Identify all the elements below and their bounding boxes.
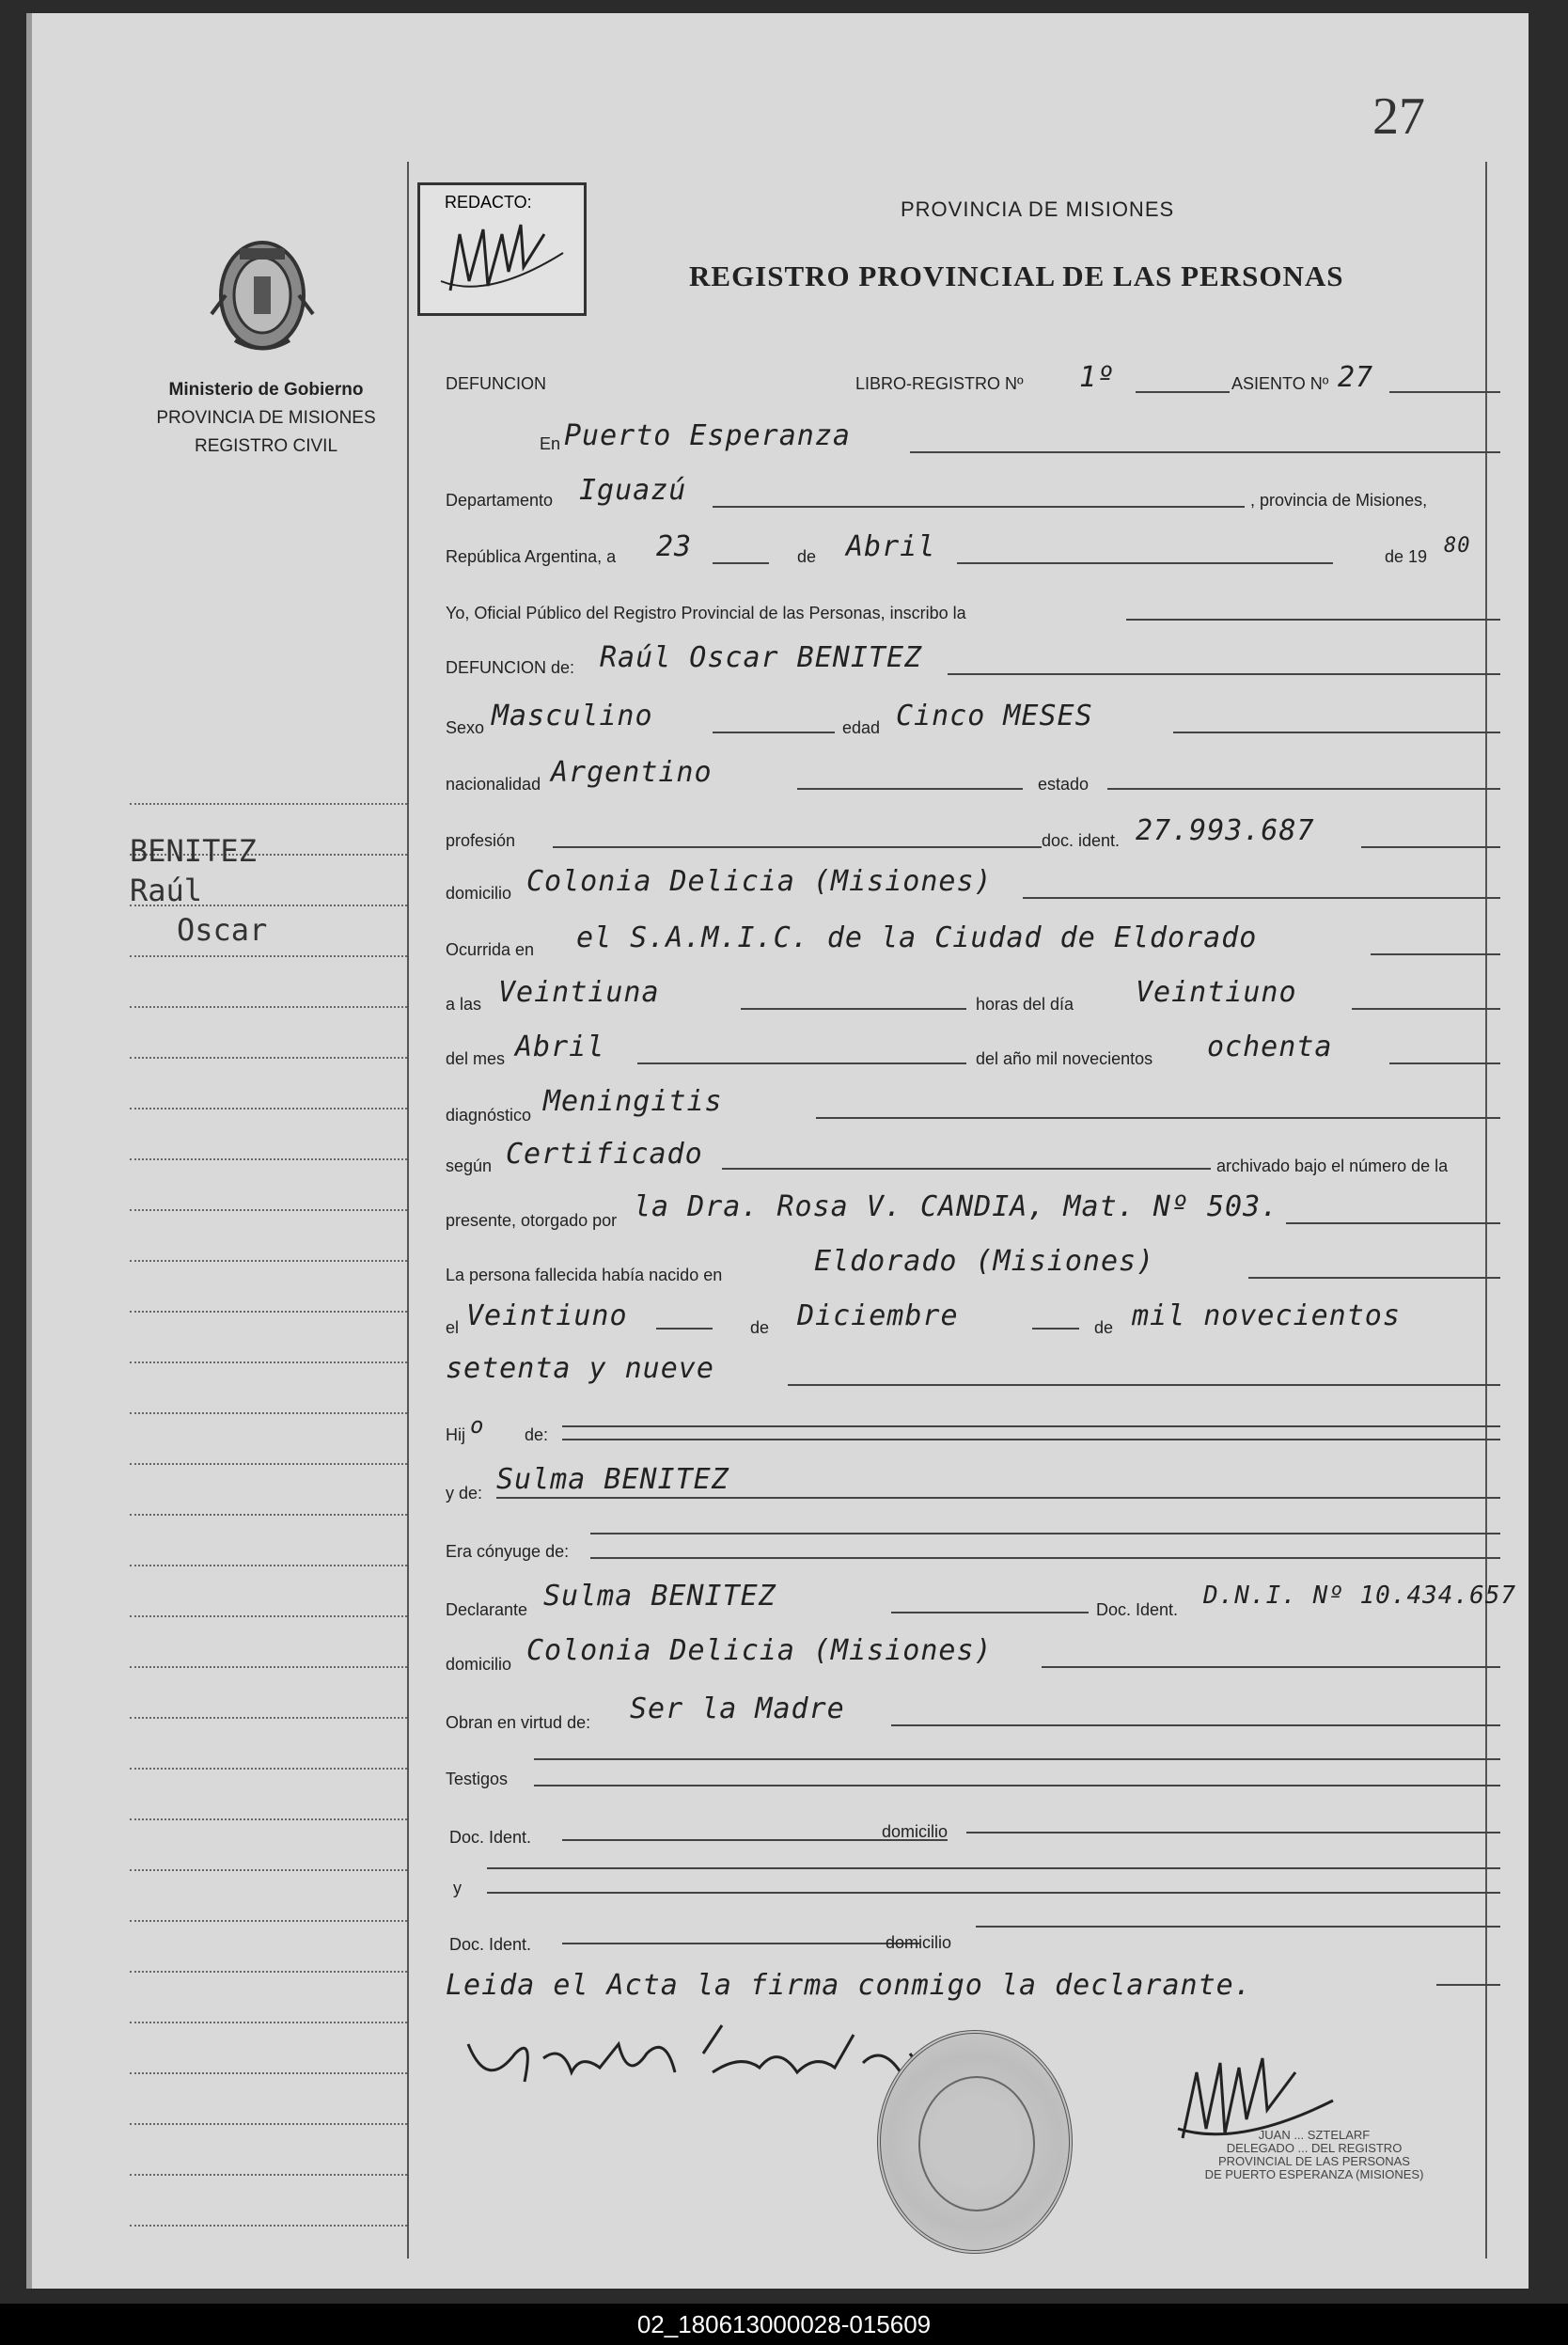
presente-value: la Dra. Rosa V. CANDIA, Mat. Nº 503. — [634, 1190, 1279, 1223]
row-y-de — [421, 1463, 1512, 1504]
y-de-value: Sulma BENITEZ — [496, 1463, 729, 1496]
nacionalidad-value: Argentino — [551, 756, 713, 789]
estado-label: estado — [1038, 775, 1090, 794]
t2-dom-label: domicilio — [886, 1933, 952, 1952]
hij-label: Hij — [446, 1425, 465, 1444]
row-obran — [421, 1692, 1512, 1734]
y-label: y — [453, 1879, 462, 1897]
row-y — [421, 1862, 1512, 1903]
edad-label: edad — [842, 718, 881, 737]
margin-ruled-lines — [130, 803, 407, 2275]
del-mes-label: del mes — [446, 1049, 506, 1068]
row-declarante — [421, 1580, 1517, 1621]
row-fecha — [421, 530, 1512, 572]
row-en — [421, 419, 1512, 461]
decl-doc-value: D.N.I. Nº 10.434.657 — [1203, 1582, 1517, 1610]
provincia-label: , provincia de Misiones, — [1250, 491, 1428, 510]
sexo-label: Sexo — [446, 718, 485, 737]
declarante-value: Sulma BENITEZ — [543, 1580, 776, 1613]
redacto-label: REDACTO: — [445, 193, 532, 212]
year-value: 80 — [1444, 534, 1471, 558]
official-stamp-line-1: JUAN ... SZTELARF — [1258, 2128, 1371, 2142]
segun-label: según — [446, 1157, 493, 1175]
official-stamp-line-3: PROVINCIAL DE LAS PERSONAS — [1218, 2154, 1410, 2168]
row-diagnostico — [421, 1085, 1512, 1126]
row-continuation — [421, 1352, 1512, 1393]
departamento-label: Departamento — [446, 491, 554, 510]
de19-label: de 19 — [1385, 547, 1428, 566]
segun-value: Certificado — [506, 1138, 703, 1171]
departamento-value: Iguazú — [579, 474, 687, 507]
row-presente — [421, 1190, 1512, 1232]
row-closing — [421, 1969, 1512, 2010]
row-sexo — [421, 700, 1512, 741]
sexo-value: Masculino — [492, 700, 653, 732]
redacto-signature-icon — [431, 215, 572, 305]
row-defuncion-de — [421, 641, 1512, 683]
asiento-label: ASIENTO Nº — [1231, 374, 1329, 393]
official-seal-icon — [877, 2030, 1073, 2254]
nacionalidad-label: nacionalidad — [446, 775, 541, 794]
row-profesion — [421, 814, 1512, 856]
t1-dom-label: domicilio — [882, 1822, 949, 1841]
row-testigo1 — [421, 1809, 1512, 1850]
horas-label: horas del día — [976, 995, 1074, 1014]
el-label: el — [446, 1318, 460, 1337]
ministry-name: Ministerio de Gobierno — [168, 380, 364, 400]
month-value: Abril — [846, 530, 936, 563]
row-nacido — [421, 1245, 1512, 1286]
continued-value: setenta y nueve — [446, 1352, 714, 1385]
de3-value: mil novecientos — [1132, 1299, 1401, 1332]
presente-label: presente, otorgado por — [446, 1211, 618, 1230]
redacto-stamp — [417, 182, 587, 316]
t2-doc-label: Doc. Ident. — [449, 1935, 532, 1954]
hij-de-label: de: — [525, 1425, 549, 1444]
row-decl-domicilio — [421, 1634, 1512, 1676]
decl-domicilio-label: domicilio — [446, 1655, 512, 1674]
row-el — [421, 1299, 1512, 1341]
row-hijo — [421, 1407, 1512, 1448]
page-number: 27 — [1372, 87, 1425, 146]
row-segun — [421, 1138, 1512, 1179]
row-nacionalidad — [421, 756, 1512, 797]
de3-label: de — [1094, 1318, 1114, 1337]
row-libro — [421, 361, 1512, 402]
a-las-value: Veintiuna — [498, 976, 660, 1009]
registry-header: REGISTRO PROVINCIAL DE LAS PERSONAS — [689, 260, 1344, 292]
nacido-label: La persona fallecida había nacido en — [446, 1266, 723, 1284]
decl-doc-label: Doc. Ident. — [1096, 1600, 1179, 1619]
testigos-label: Testigos — [446, 1770, 509, 1788]
conyuge-label: Era cónyuge de: — [446, 1542, 570, 1561]
diagnostico-label: diagnóstico — [446, 1106, 532, 1125]
defuncion-label: DEFUNCION — [446, 374, 546, 393]
archivado-label: archivado bajo el número de la — [1216, 1157, 1449, 1175]
defuncion-de-value: Raúl Oscar BENITEZ — [600, 641, 923, 674]
republica-label: República Argentina, a — [446, 547, 617, 566]
domicilio-label: domicilio — [446, 884, 512, 903]
en-value: Puerto Esperanza — [564, 419, 851, 452]
row-domicilio — [421, 865, 1512, 906]
row-del-mes — [421, 1031, 1512, 1072]
ocurrida-value: el S.A.M.I.C. de la Ciudad de Eldorado — [576, 921, 1258, 954]
del-ano-label: del año mil novecientos — [976, 1049, 1153, 1068]
official-stamp-text — [1154, 2129, 1474, 2181]
province-name: PROVINCIA DE MISIONES — [156, 408, 376, 428]
nacido-value: Eldorado (Misiones) — [814, 1245, 1155, 1278]
closing-value: Leida el Acta la firma conmigo la declarante. — [446, 1969, 1252, 2002]
margin-first-name: Raúl — [130, 873, 203, 908]
row-testigo2 — [421, 1916, 1512, 1958]
hij-value: o — [470, 1412, 485, 1439]
margin-surname: BENITEZ — [130, 833, 257, 869]
t1-doc-label: Doc. Ident. — [449, 1828, 532, 1847]
profesion-label: profesión — [446, 831, 516, 850]
province-header: PROVINCIA DE MISIONES — [901, 197, 1175, 221]
row-conyuge — [421, 1525, 1512, 1566]
page-spine — [26, 13, 32, 2289]
libro-value: 1º — [1079, 361, 1116, 394]
margin-annotation — [130, 831, 267, 950]
en-label: En — [540, 434, 561, 453]
del-mes-value: Abril — [515, 1031, 605, 1063]
image-id-footer: 02_180613000028-015609 — [0, 2304, 1568, 2345]
day-value: 23 — [656, 530, 693, 563]
doc-ident-value: 27.993.687 — [1136, 814, 1315, 847]
y-de-label: y de: — [446, 1484, 483, 1503]
horas-value: Veintiuno — [1136, 976, 1297, 1009]
libro-label: LIBRO-REGISTRO Nº — [855, 374, 1024, 393]
ministry-block — [125, 229, 407, 457]
declarante-label: Declarante — [446, 1600, 528, 1619]
row-ocurrida — [421, 921, 1512, 963]
de2-value: Diciembre — [797, 1299, 959, 1332]
de2-label: de — [750, 1318, 770, 1337]
registry-name: REGISTRO CIVIL — [194, 436, 338, 456]
asiento-value: 27 — [1338, 361, 1374, 394]
official-stamp-line-2: DELEGADO ... DEL REGISTRO — [1226, 2141, 1403, 2155]
obran-label: Obran en virtud de: — [446, 1713, 591, 1732]
edad-value: Cinco MESES — [896, 700, 1093, 732]
diagnostico-value: Meningitis — [543, 1085, 723, 1118]
row-departamento — [421, 474, 1512, 515]
row-yo — [421, 589, 1512, 630]
row-testigos — [421, 1755, 1512, 1796]
ocurrida-label: Ocurrida en — [446, 940, 535, 959]
el-value: Veintiuno — [466, 1299, 628, 1332]
yo-label: Yo, Oficial Público del Registro Provincial de las Personas, inscribo la — [446, 604, 966, 622]
official-stamp-line-4: DE PUERTO ESPERANZA (MISIONES) — [1204, 2167, 1424, 2181]
obran-value: Ser la Madre — [630, 1692, 845, 1725]
margin-middle-name: Oscar — [177, 912, 268, 948]
de-label: de — [797, 547, 817, 566]
left-divider — [407, 162, 409, 2258]
del-ano-value: ochenta — [1207, 1031, 1333, 1063]
doc-ident-label: doc. ident. — [1042, 831, 1121, 850]
defuncion-de-label: DEFUNCION de: — [446, 658, 575, 677]
a-las-label: a las — [446, 995, 482, 1014]
document-page — [26, 13, 1529, 2289]
row-a-las — [421, 976, 1512, 1017]
domicilio-value: Colonia Delicia (Misiones) — [526, 865, 993, 898]
decl-domicilio-value: Colonia Delicia (Misiones) — [526, 1634, 993, 1667]
